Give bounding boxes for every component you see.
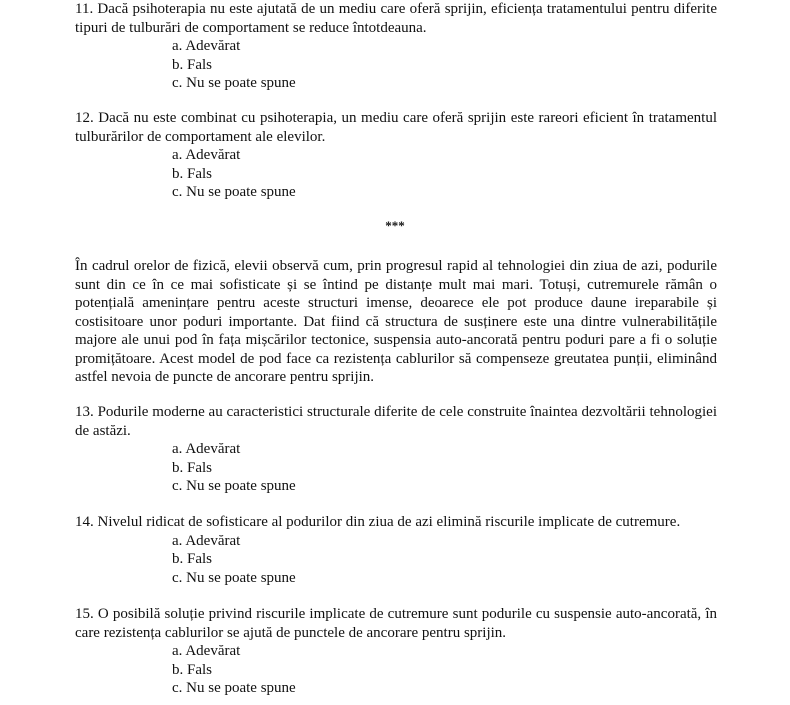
question-13 (75, 403, 717, 496)
option-b[interactable]: b. Fals (172, 459, 213, 476)
question-14 (75, 513, 717, 587)
option-c[interactable]: c. Nu se poate spune (172, 680, 296, 696)
section-separator: *** (385, 218, 405, 233)
answer-options (75, 532, 717, 588)
option-c[interactable]: c. Nu se poate spune (172, 75, 296, 91)
option-b[interactable]: b. Fals (172, 551, 213, 567)
option-c[interactable]: c. Nu se poate spune (172, 569, 296, 586)
option-b[interactable]: b. Fals (172, 56, 213, 73)
reading-passage: În cadrul orelor de fizică, elevii observă cum, prin progresul rapid al tehnologiei din ziua de azi, podurile sunt din ce în ce mai sofisticate și se întind pe distanțe mult mai mari. Totuși, cutremurele rămân o potențială amenințare pentru aceste structuri imense, deoarece ele pot produce daune ireparabile și costisitoare unor poduri importante. Dat fiind că structura de susținere este una dintre vulnerabilitățile majore ale unui pod în fața mișcărilor tectonice, suspensia auto-ancorată pentru poduri pare a fi o soluție promițătoare. Acest model de pod face ca rezistența cablurilor să compenseze greutatea punții, eliminând astfel nevoia de puncte de ancorare pentru sprijin. (75, 258, 717, 385)
question-stem: 11. Dacă psihoterapia nu este ajutată de un mediu care oferă sprijin, eficiența tratamentului pentru diferite tipuri de tulburări de comportament se reduce întotdeauna. (75, 1, 717, 36)
option-c[interactable]: c. Nu se poate spune (172, 184, 296, 200)
question-15 (75, 605, 717, 698)
question-stem: 14. Nivelul ridicat de sofisticare al podurilor din ziua de azi elimină riscurile implicate de cutremure. (75, 514, 681, 530)
question-11 (75, 0, 717, 93)
question-stem: 15. O posibilă soluție privind riscurile implicate de cutremure sunt podurile cu suspensie auto-ancorată, în care rezistența cablurilor se ajută de punctele de ancorare pentru sprijin. (75, 606, 717, 641)
question-12 (75, 109, 717, 202)
answer-options (75, 440, 717, 496)
option-a[interactable]: a. Adevărat (172, 643, 241, 659)
option-c[interactable]: c. Nu se poate spune (172, 478, 296, 494)
option-b[interactable]: b. Fals (172, 165, 213, 182)
question-stem: 12. Dacă nu este combinat cu psihoterapia, un mediu care oferă sprijin este rareori eficient în tratamentul tulburărilor de comportament ale elevilor. (75, 110, 717, 145)
option-b[interactable]: b. Fals (172, 661, 213, 678)
question-stem: 13. Podurile moderne au caracteristici structurale diferite de cele construite înaintea dezvoltării tehnologiei de astăzi. (75, 404, 717, 439)
option-a[interactable]: a. Adevărat (172, 532, 241, 549)
option-a[interactable]: a. Adevărat (172, 441, 241, 457)
option-a[interactable]: a. Adevărat (172, 38, 241, 54)
answer-options (75, 37, 717, 93)
answer-options (75, 642, 717, 698)
answer-options (75, 146, 717, 202)
option-a[interactable]: a. Adevărat (172, 147, 241, 163)
